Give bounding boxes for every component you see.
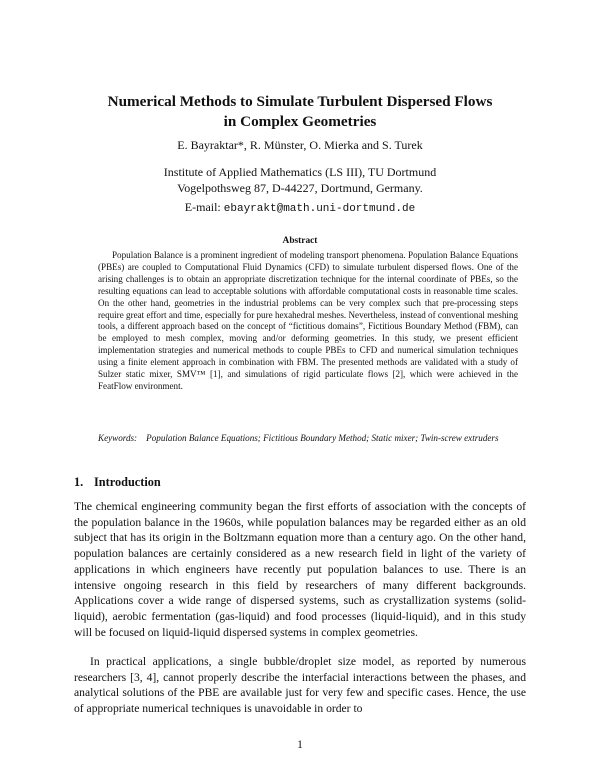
- abstract-heading: Abstract: [282, 236, 318, 246]
- affiliation-line-1: Institute of Applied Mathematics (LS III), TU Dortmund: [163, 165, 437, 179]
- author-list: E. Bayraktar*, R. Münster, O. Mierka and S. Turek: [177, 138, 423, 152]
- email-label: E-mail:: [184, 200, 221, 214]
- page-number: 1: [297, 739, 303, 751]
- keywords-label: Keywords:: [98, 433, 138, 443]
- section-heading-introduction: [74, 475, 161, 490]
- affiliation: [60, 164, 540, 196]
- section-title: Introduction: [94, 475, 161, 489]
- keywords-text: Population Balance Equations; Fictitious Boundary Method; Static mixer; Twin-screw extruders: [146, 433, 499, 443]
- title-line-1: Numerical Methods to Simulate Turbulent Dispersed Flows: [107, 93, 493, 110]
- paper-title: [60, 92, 540, 132]
- abstract-text: Population Balance is a prominent ingredient of modeling transport phenomena. Population Balance Equations (PBEs) are coupled to Computational Fluid Dynamics (CFD) to simulate turbulent dispersed flows. One of the arising challenges is to obtain an appropriate discretization technique for the internal coordinate of PBEs, so the resulting equations can lead to acceptable solutions with affordable computational costs in reasonable time scales. On the other hand, geometries in the industrial problems can be very complex such that pre-processing steps require great effort and time, especially for pure hexahedral meshes. Nevertheless, instead of conventional meshing tools, a different approach based on the concept of “fictitious domains”, Fictitious Boundary Method (FBM), can be employed to mesh complex, moving and/or deforming geometries. In this study, we present efficient implementation strategies and numerical methods to couple PBEs to CFD and numerical simulation techniques using a finite element approach in combination with FBM. The presented methods are validated with a study of Sulzer static mixer, SMV™ [1], and simulations of rigid particulate flows [2], which were achieved in the FeatFlow environment.: [98, 250, 518, 391]
- email-address[interactable]: ebayrakt@math.uni-dortmund.de: [223, 203, 416, 215]
- keywords: [98, 432, 518, 444]
- email-line: [60, 199, 540, 217]
- title-line-2: in Complex Geometries: [223, 113, 377, 130]
- section-number: 1.: [74, 475, 84, 489]
- intro-paragraph-1: The chemical engineering community began the first efforts of association with the concepts of the population balance in the 1960s, while population balances may be regarded either as an old subject that has its origin in the Boltzmann equation more than a century ago. On the other hand, population balances are certainly considered as a new research field in light of the variety of applications in which engineers have recently put population balances to use. There is an intensive ongoing research in this field by researchers of many different backgrounds. Applications cover a wide range of dispersed systems, such as crystallization systems (solid-liquid), aerobic fermentation (gas-liquid) and food processes (liquid-liquid), and in this study will be focused on liquid-liquid dispersed systems in complex geometries.: [74, 500, 526, 639]
- affiliation-line-2: Vogelpothsweg 87, D-44227, Dortmund, Germany.: [177, 181, 423, 195]
- intro-paragraph-2: In practical applications, a single bubble/droplet size model, as reported by numerous researchers [3, 4], cannot properly describe the interfacial interactions between the phases, and analytical solutions of the PBE are available just for very few and specific cases. Hence, the use of appropriate numerical techniques is unavoidable in order to: [74, 655, 526, 716]
